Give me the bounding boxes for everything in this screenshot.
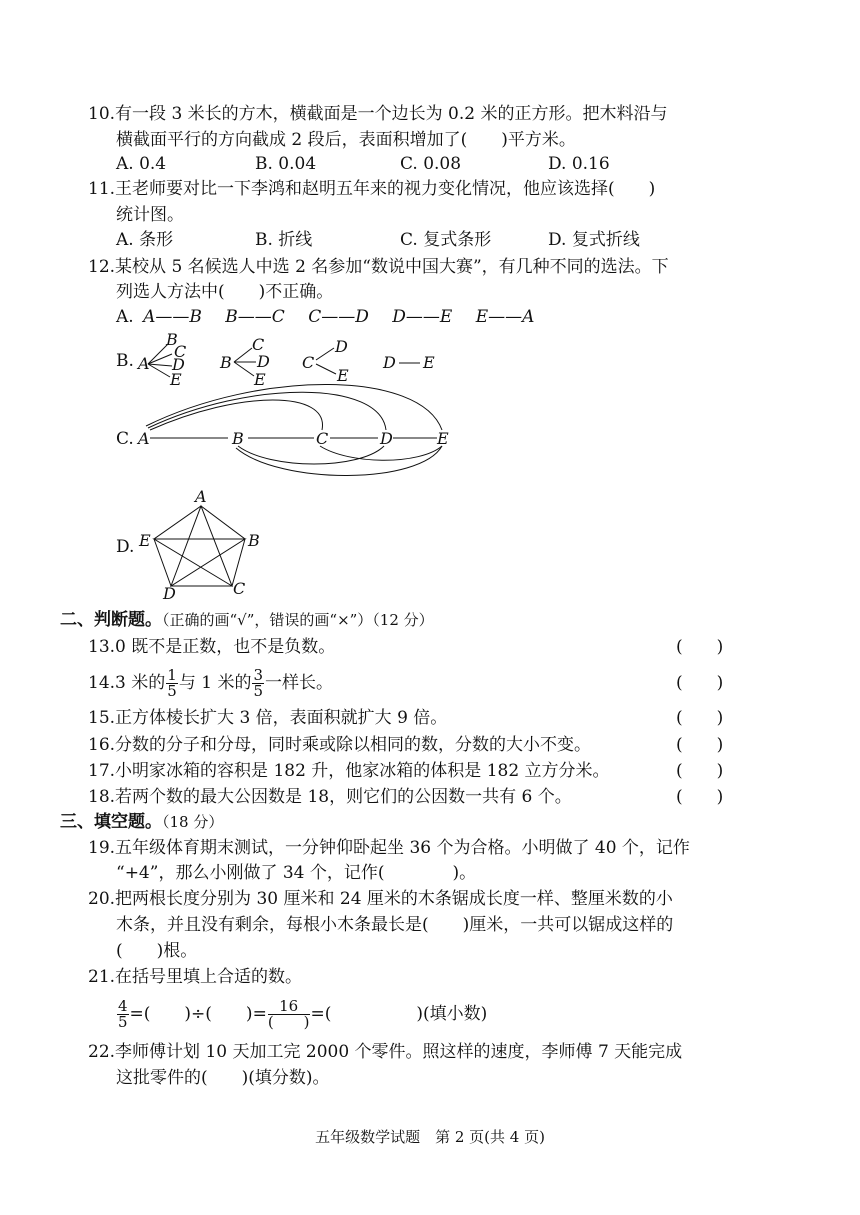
page-footer: 五年级数学试题 第 2 页(共 4 页)	[315, 1128, 545, 1146]
answer-paren-13[interactable]: ( )	[676, 637, 724, 657]
pair-cd: C——D	[308, 307, 369, 327]
judge-text: 分数的分子和分母，同时乘或除以相同的数，分数的大小不变。	[115, 735, 592, 755]
judge-num: 15.	[88, 708, 116, 728]
fraction-sixteen-over-blank	[268, 999, 310, 1030]
c-node-b: B	[232, 429, 244, 448]
q12-option-a[interactable]	[116, 306, 534, 328]
b2-node-d: D	[257, 352, 270, 371]
b3-node-c: C	[302, 353, 315, 372]
c-node-a: A	[138, 429, 150, 448]
b-node-b: B	[166, 330, 178, 349]
judge-text-pre: 3 米的	[115, 673, 166, 693]
pair-de: D——E	[392, 307, 453, 327]
q11-option-a[interactable]: A. 条形	[116, 230, 174, 250]
q10-option-d[interactable]: D. 0.16	[548, 154, 610, 174]
equation-part2[interactable]: =( )(填小数)	[310, 1004, 488, 1024]
q12-option-a-label: A.	[116, 307, 134, 327]
b2-node-c: C	[252, 335, 265, 354]
denominator: 5	[118, 1013, 128, 1031]
judge-num: 14.	[88, 673, 116, 693]
d-node-c: C	[233, 579, 246, 598]
section-3-note: （18 分）	[162, 813, 224, 831]
c-node-e: E	[437, 429, 449, 448]
judge-item-17	[88, 760, 610, 782]
q19-line2: “+4”，那么小刚做了 34 个，记作( )。	[116, 863, 477, 883]
q21-equation	[116, 996, 487, 1032]
q21-line1: 21.在括号里填上合适的数。	[88, 967, 303, 987]
judge-num: 13.	[88, 637, 116, 657]
c-node-d: D	[380, 429, 393, 448]
judge-item-14	[88, 668, 333, 699]
b-node-c: C	[174, 342, 187, 361]
q11-option-d[interactable]: D. 复式折线	[548, 230, 640, 250]
numerator: 1	[167, 666, 177, 684]
q22-line1: 22.李师傅计划 10 天加工完 2000 个零件。照这样的速度，李师傅 7 天能完成	[88, 1042, 683, 1062]
q20-line3: ( )根。	[116, 941, 198, 961]
fraction-four-fifths	[117, 999, 129, 1030]
numerator: 3	[253, 666, 263, 684]
d-node-a: A	[195, 487, 207, 506]
option-b-tree	[148, 344, 420, 377]
judge-text: 若两个数的最大公因数是 18，则它们的公因数一共有 6 个。	[115, 787, 572, 807]
section-2-note: （正确的画“√”，错误的画“×”）（12 分）	[162, 611, 434, 629]
section-2-heading	[60, 609, 434, 631]
q12-option-c-label[interactable]: C.	[116, 429, 134, 449]
d-node-b: B	[248, 531, 260, 550]
judge-text-post: 一样长。	[265, 673, 333, 693]
answer-paren-17[interactable]: ( )	[676, 761, 724, 781]
judge-text: 0 既不是正数，也不是负数。	[115, 637, 336, 657]
b2-node-e: E	[254, 370, 266, 389]
b3-node-e: E	[337, 366, 349, 385]
judge-num: 18.	[88, 787, 116, 807]
denominator: 5	[253, 682, 263, 700]
numerator: 4	[118, 997, 128, 1015]
judge-num: 16.	[88, 735, 116, 755]
option-c-arcs	[146, 384, 442, 475]
d-node-e: E	[139, 531, 151, 550]
answer-paren-18[interactable]: ( )	[676, 787, 724, 807]
b4-node-e: E	[423, 353, 435, 372]
denominator-blank[interactable]: ( )	[267, 1013, 310, 1031]
pair-ea: E——A	[475, 307, 535, 327]
q12-option-d-label[interactable]: D.	[116, 537, 135, 557]
b-node-d: D	[172, 355, 185, 374]
judge-num: 17.	[88, 761, 116, 781]
q12-line1: 12.某校从 5 名候选人中选 2 名参加“数说中国大赛”，有几种不同的选法。下	[88, 257, 669, 277]
q11-line1: 11.王老师要对比一下李鸿和赵明五年来的视力变化情况，他应该选择( )	[88, 179, 656, 199]
q10-option-c[interactable]: C. 0.08	[400, 154, 462, 174]
numerator: 16	[268, 999, 310, 1015]
q10-options	[0, 153, 860, 175]
denominator: 5	[167, 682, 177, 700]
d-node-d: D	[163, 584, 176, 603]
q10-line1: 10.有一段 3 米长的方木，横截面是一个边长为 0.2 米的正方形。把木料沿与	[88, 104, 668, 124]
section-3-title: 三、填空题。	[60, 812, 162, 832]
judge-item-18	[88, 786, 572, 808]
fraction-three-fifths	[252, 668, 264, 699]
q10-option-a[interactable]: A. 0.4	[116, 154, 167, 174]
q12-option-b-label[interactable]: B.	[116, 351, 134, 371]
q20-line2: 木条，并且没有剩余，每根小木条最长是( )厘米，一共可以锯成这样的	[116, 915, 674, 935]
answer-paren-15[interactable]: ( )	[676, 708, 724, 728]
judge-item-16	[88, 734, 591, 756]
judge-text-mid: 与 1 米的	[178, 673, 252, 693]
judge-item-13	[88, 636, 335, 658]
b3-node-d: D	[335, 337, 348, 356]
q20-line1: 20.把两根长度分别为 30 厘米和 24 厘米的木条锯成长度一样、整厘米数的小	[88, 889, 673, 909]
judge-item-15	[88, 707, 447, 729]
b4-node-d: D	[383, 353, 396, 372]
q22-line2: 这批零件的( )(填分数)。	[116, 1068, 330, 1088]
q12-line2: 列选人方法中( )不正确。	[116, 282, 334, 302]
b2-node-b: B	[220, 353, 232, 372]
q11-option-c[interactable]: C. 复式条形	[400, 230, 492, 250]
fraction-one-fifth	[166, 668, 178, 699]
section-2-title: 二、判断题。	[60, 610, 162, 630]
b-node-e: E	[170, 370, 182, 389]
q11-line2: 统计图。	[116, 205, 184, 225]
q10-line2: 横截面平行的方向截成 2 段后，表面积增加了( )平方米。	[116, 130, 576, 150]
answer-paren-14[interactable]: ( )	[676, 673, 724, 693]
q11-options	[0, 229, 860, 251]
option-d-pentagon	[154, 506, 245, 586]
q19-line1: 19.五年级体育期末测试，一分钟仰卧起坐 36 个为合格。小明做了 40 个，记作	[88, 838, 690, 858]
c-node-c: C	[316, 429, 329, 448]
judge-text: 正方体棱长扩大 3 倍，表面积就扩大 9 倍。	[115, 708, 448, 728]
pair-bc: B——C	[225, 307, 285, 327]
pair-ab: A——B	[143, 307, 202, 327]
equation-part1[interactable]: =( )÷( )=	[129, 1004, 267, 1024]
b-node-a: A	[138, 354, 150, 373]
q10-option-b[interactable]: B. 0.04	[255, 154, 317, 174]
judge-text: 小明家冰箱的容积是 182 升，他家冰箱的体积是 182 立方分米。	[115, 761, 610, 781]
q11-option-b[interactable]: B. 折线	[255, 230, 313, 250]
section-3-heading	[60, 811, 223, 833]
answer-paren-16[interactable]: ( )	[676, 735, 724, 755]
